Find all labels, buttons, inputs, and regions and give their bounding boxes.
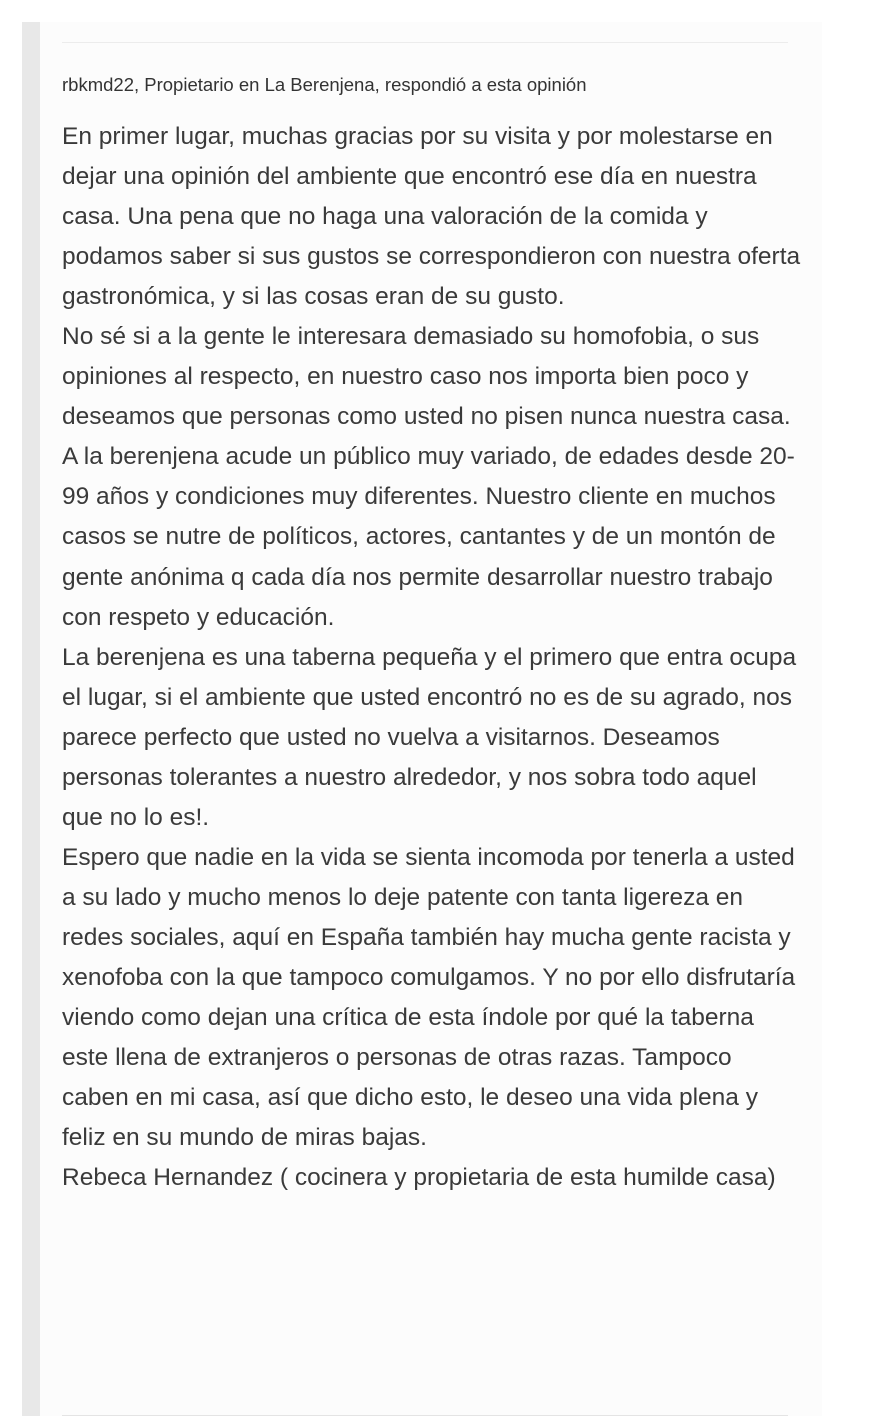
response-paragraph-1: En primer lugar, muchas gracias por su visita y por molestarse en dejar una opinión del ambiente que encontró ese día en nuestra casa. Una pena que no haga una valoración de la comida y podamos saber si sus gustos se correspondieron con nuestra oferta gastronómica, y si las cosas eran de su gusto. (62, 123, 801, 311)
owner-response-panel (22, 22, 822, 1416)
response-header: rbkmd22, Propietario en La Berenjena, respondió a esta opinión (62, 74, 587, 95)
quote-left-rule (22, 22, 40, 1416)
response-paragraph-3: A la berenjena acude un público muy variado, de edades desde 20-99 años y condiciones muy diferentes. Nuestro cliente en muchos casos se nutre de políticos, actores, cantantes y de un montón de gente anónima q cada día nos permite desarrollar nuestro trabajo con respeto y educación. (62, 443, 795, 631)
top-divider (62, 42, 788, 43)
response-paragraph-2: No sé si a la gente le interesara demasiado su homofobia, o sus opiniones al respecto, en nuestro caso nos importa bien poco y deseamos que personas como usted no pisen nunca nuestra casa. (62, 323, 791, 431)
response-paragraph-5: Espero que nadie en la vida se sienta incomoda por tenerla a usted a su lado y mucho menos lo deje patente con tanta ligereza en redes sociales, aquí en España también hay mucha gente racista y xenofoba con la que tampoco comulgamos. Y no por ello disfrutaría viendo como dejan una crítica de esta índole por qué la taberna este llena de extranjeros o personas de otras razas. Tampoco caben en mi casa, así que dicho esto, le deseo una vida plena y feliz en su mundo de miras bajas. (62, 843, 796, 1152)
response-paragraph-4: La berenjena es una taberna pequeña y el primero que entra ocupa el lugar, si el ambiente que usted encontró no es de su agrado, nos parece perfecto que usted no vuelva a visitarnos. Deseamos personas tolerantes a nuestro alrededor, y nos sobra todo aquel que no lo es!. (62, 643, 797, 831)
response-signature: Rebeca Hernandez ( cocinera y propietaria de esta humilde casa) (62, 1164, 776, 1192)
response-body (62, 117, 802, 1198)
